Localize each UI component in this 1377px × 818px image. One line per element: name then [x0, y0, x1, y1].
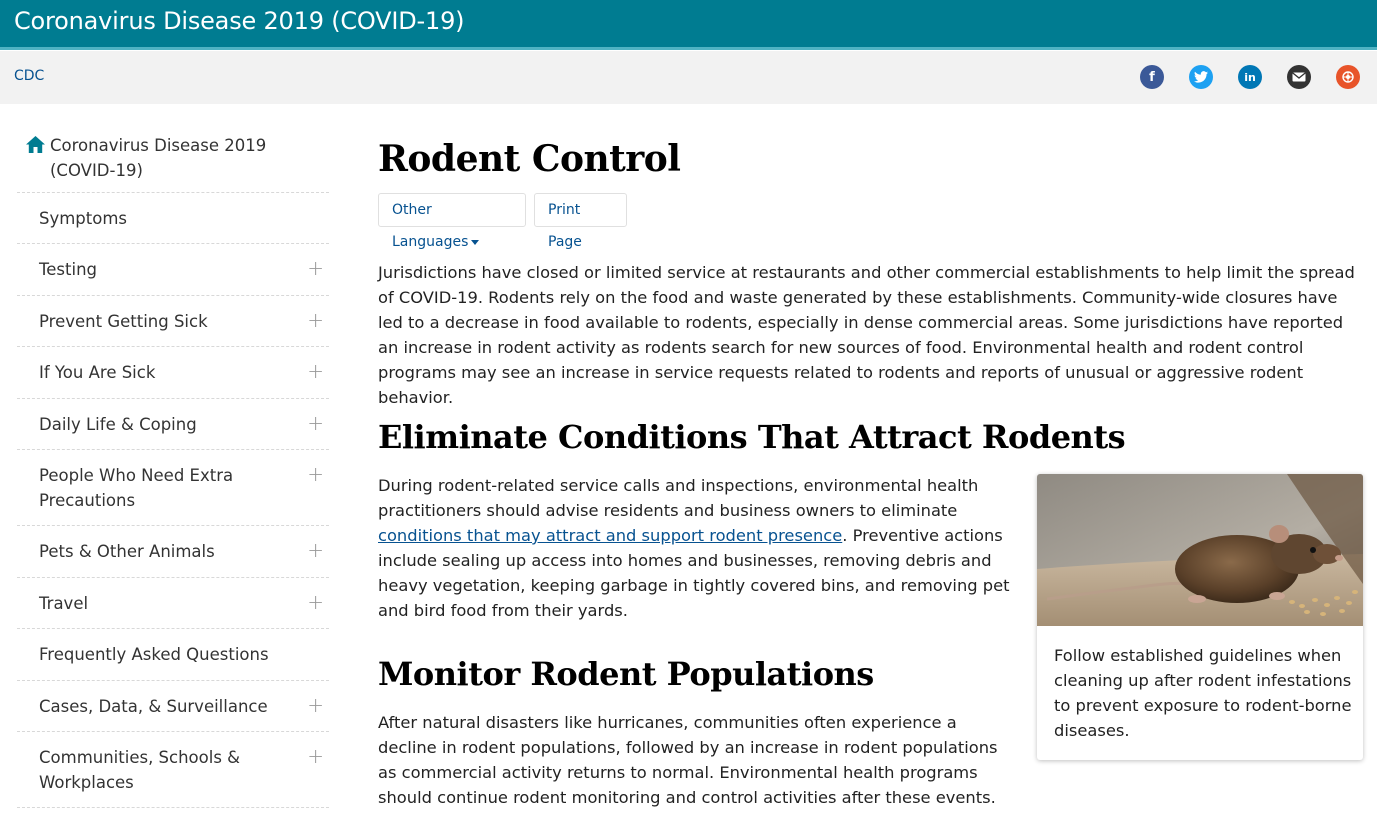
email-icon[interactable]: [1287, 65, 1311, 89]
facebook-icon[interactable]: f: [1140, 65, 1164, 89]
other-languages-button[interactable]: [378, 193, 526, 250]
eliminate-text-before: During rodent-related service calls and inspections, environmental health practitioners should advise residents and business owners to eliminate: [378, 476, 979, 520]
sidebar-item[interactable]: [17, 578, 329, 629]
breadcrumb-cdc-link[interactable]: CDC: [14, 68, 45, 84]
sidebar-item-label: Testing: [39, 260, 98, 279]
expand-plus-icon[interactable]: +: [307, 256, 324, 280]
sidebar-item[interactable]: [17, 732, 329, 808]
section-heading-eliminate: Eliminate Conditions That Attract Rodents: [378, 418, 1126, 456]
page-title: Rodent Control: [378, 138, 681, 180]
caret-down-icon: [471, 240, 479, 245]
expand-plus-icon[interactable]: +: [307, 462, 324, 486]
sidebar-item-label: Frequently Asked Questions: [39, 645, 269, 664]
expand-plus-icon[interactable]: +: [307, 590, 324, 614]
section-paragraph-eliminate: [378, 473, 1018, 623]
sidebar-item[interactable]: [17, 681, 329, 732]
expand-plus-icon[interactable]: +: [307, 744, 324, 768]
figure-caption: Follow established guidelines when cleaning up after rodent infestations to prevent exposure to rodent-borne diseases.: [1054, 646, 1352, 740]
sidebar-item-label: Prevent Getting Sick: [39, 312, 208, 331]
rodent-photo: [1037, 474, 1363, 626]
home-icon: [26, 136, 45, 153]
sidebar-item-label: Symptoms: [39, 209, 128, 228]
sidebar-item-label: Pets & Other Animals: [39, 542, 215, 561]
linkedin-icon[interactable]: in: [1238, 65, 1262, 89]
expand-plus-icon[interactable]: +: [307, 308, 324, 332]
expand-plus-icon[interactable]: +: [307, 693, 324, 717]
intro-paragraph: Jurisdictions have closed or limited service at restaurants and other commercial establishments to help limit the spread of COVID-19. Rodents rely on the food and waste generated by these establishments. Community-wide closures have led to a decrease in food available to rodents, especially in dense commercial areas. Some jurisdictions have reported an increase in rodent activity as rodents search for new sources of food. Environmental health and rodent control programs may see an increase in service requests related to rodents and reports of unusual or aggressive rodent behavior.: [378, 263, 1355, 407]
section-heading-monitor: Monitor Rodent Populations: [378, 655, 874, 693]
syndicate-icon[interactable]: [1336, 65, 1360, 89]
print-page-button[interactable]: Print Page: [534, 193, 627, 227]
breadcrumb-bar: [0, 51, 1377, 104]
sidebar-item-label: Communities, Schools & Workplaces: [39, 748, 241, 792]
sidebar-home-label: Coronavirus Disease 2019 (COVID-19): [50, 136, 267, 180]
eliminate-text-after: . Preventive actions include sealing up access into homes and businesses, removing debris and heavy vegetation, keeping garbage in tightly covered bins, and removing pet and bird food from their yards.: [378, 526, 1010, 620]
sidebar-item[interactable]: [17, 296, 329, 347]
sidebar-item-home[interactable]: [17, 128, 329, 193]
expand-plus-icon[interactable]: +: [307, 538, 324, 562]
rodent-figure-card: [1037, 474, 1363, 760]
sidebar-nav: [17, 128, 329, 808]
sidebar-item-label: Cases, Data, & Surveillance: [39, 697, 268, 716]
sidebar-item[interactable]: [17, 629, 329, 681]
sidebar-item-label: If You Are Sick: [39, 363, 156, 382]
other-languages-label: Other Languages: [392, 202, 469, 250]
sidebar-item[interactable]: [17, 450, 329, 526]
sidebar-item[interactable]: [17, 193, 329, 244]
conditions-link[interactable]: conditions that may attract and support rodent presence: [378, 526, 843, 545]
sidebar-item-label: Daily Life & Coping: [39, 415, 197, 434]
sidebar-item-label: Travel: [39, 594, 89, 613]
sidebar-item[interactable]: [17, 399, 329, 450]
twitter-icon[interactable]: [1189, 65, 1213, 89]
expand-plus-icon[interactable]: +: [307, 359, 324, 383]
sidebar-item[interactable]: [17, 347, 329, 399]
site-title[interactable]: Coronavirus Disease 2019 (COVID-19): [14, 7, 465, 35]
sidebar-item[interactable]: [17, 526, 329, 578]
sidebar-item-label: People Who Need Extra Precautions: [39, 466, 234, 510]
sidebar-item[interactable]: [17, 244, 329, 296]
site-header: [0, 0, 1377, 50]
section-paragraph-monitor: After natural disasters like hurricanes, communities often experience a decline in rodent populations, followed by an increase in rodent populations as commercial activity returns to normal. Environmental health programs should continue rodent monitoring and control activities after these events.: [378, 713, 998, 807]
expand-plus-icon[interactable]: +: [307, 411, 324, 435]
